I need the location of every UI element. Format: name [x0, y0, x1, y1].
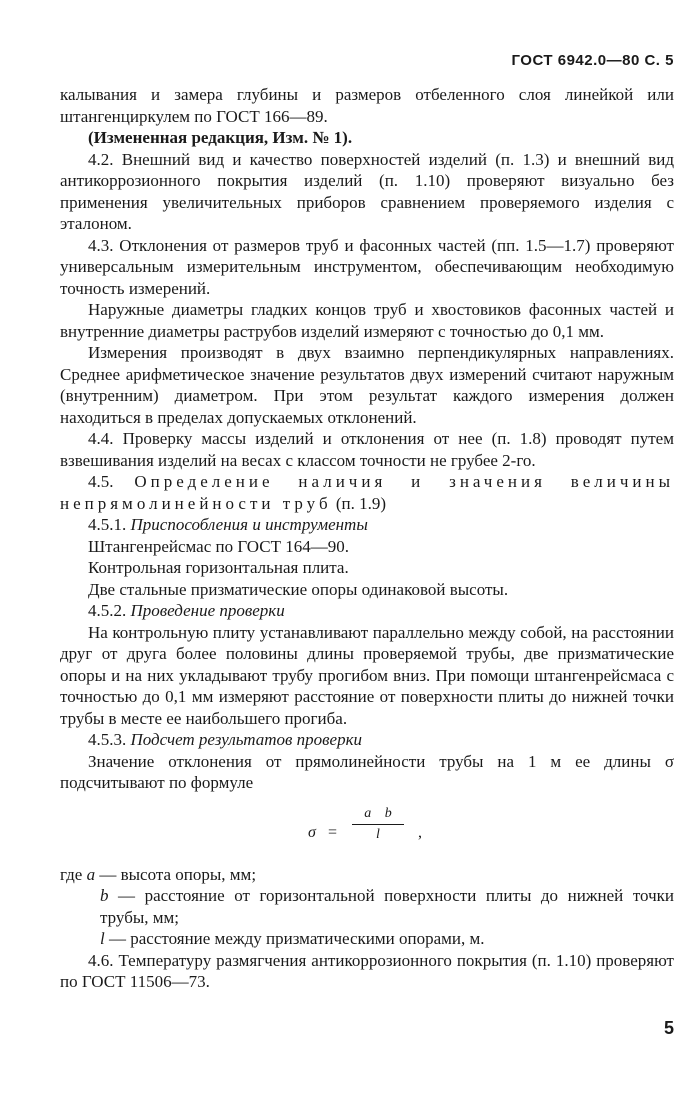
section-4-3-diameters: Наружные диаметры гладких концов труб и хвостовиков фасонных частей и внутренние диаметры раструбов изделий измеряют с точностью до 0,1 мм.	[60, 300, 674, 341]
section-4-5-3	[60, 729, 674, 751]
variable-legend	[60, 864, 674, 950]
legend-b	[60, 885, 674, 928]
legend-l-text: — расстояние между призматическими опорами, м.	[108, 929, 485, 948]
fraction-bar	[352, 824, 404, 825]
section-4-5-1	[60, 514, 674, 536]
page-header: ГОСТ 6942.0—80 С. 5	[511, 52, 674, 69]
section-4-5-3-text: Значение отклонения от прямолинейности трубы на 1 м ее длины σ подсчитывают по формуле	[60, 751, 674, 792]
section-4-6: 4.6. Температуру размягчения антикоррозионного покрытия (п. 1.10) проверяют по ГОСТ 11506—73.	[60, 950, 674, 991]
paragraph-continuation: калывания и замера глубины и размеров отбеленного слоя линейкой или штангенциркулем по ГОСТ 166—89.	[60, 85, 674, 126]
section-4-5-ref: (п. 1.9)	[335, 493, 387, 513]
tool-item: Контрольная горизонтальная плита.	[88, 558, 349, 577]
amendment-note: (Измененная редакция, Изм. № 1).	[88, 128, 353, 147]
section-4-5-title: Определение наличия и значения величины непрямолинейности труб	[60, 472, 675, 513]
legend-a	[60, 864, 674, 886]
tool-item: Штангенрейсмас по ГОСТ 164—90.	[88, 536, 349, 556]
section-4-3: 4.3. Отклонения от размеров труб и фасонных частей (пп. 1.5—1.7) проверяют универсальным измерительным инструментом, обеспечивающим необходимую точность измерений.	[60, 235, 674, 298]
formula-denominator: l	[376, 826, 380, 842]
section-4-2: 4.2. Внешний вид и качество поверхностей изделий (п. 1.3) и внешний вид антикоррозионного покрытия изделий (п. 1.10) проверяют визуально без применения увеличительных приборов сравнением проверяемого изделия с эталоном.	[60, 149, 674, 233]
section-4-5-2	[60, 600, 674, 622]
section-4-5-1-number: 4.5.1.	[88, 515, 127, 534]
formula-lhs: σ	[308, 823, 316, 841]
section-4-5	[60, 471, 674, 514]
section-4-5-3-title: Подсчет результатов проверки	[130, 730, 363, 749]
formula-num-a: a	[364, 805, 372, 821]
page-number: 5	[663, 1018, 674, 1038]
document-body	[60, 84, 674, 993]
legend-where: где	[60, 864, 83, 884]
legend-l-var: l	[100, 929, 105, 948]
section-4-5-number: 4.5.	[88, 472, 114, 491]
legend-a-var: a	[86, 864, 96, 884]
formula-numerator	[352, 806, 404, 822]
section-4-5-2-number: 4.5.2.	[88, 601, 127, 620]
document-page	[60, 0, 674, 1096]
section-4-5-1-title: Приспособления и инструменты	[130, 515, 368, 534]
section-4-5-2-text: На контрольную плиту устанавливают параллельно между собой, на расстоянии друг от друга более половины длины проверяемой трубы, две призматические опоры и на них укладывают трубу прогибом вниз. При помощи штангенрейсмаса с точностью до 0,1 мм измеряют расстояние от поверхности плиты до нижней точки трубы в месте ее наибольшего прогиба.	[60, 622, 674, 728]
legend-b-var: b	[100, 886, 109, 905]
formula-comma: ,	[418, 823, 422, 841]
section-4-5-3-number: 4.5.3.	[88, 730, 127, 749]
formula-fraction	[352, 806, 404, 843]
formula-equals: =	[328, 823, 338, 841]
formula-block	[60, 794, 674, 864]
legend-b-text: — расстояние от горизонтальной поверхности плиты до нижней точки трубы, мм;	[100, 886, 674, 927]
tool-item: Две стальные призматические опоры одинаковой высоты.	[88, 579, 509, 599]
section-4-3-measurements: Измерения производят в двух взаимно перпендикулярных направлениях. Среднее арифметическое значение результатов двух измерений считают наружным (внутренним) диаметром. При этом результат каждого измерения должен находиться в пределах допускаемых отклонений.	[60, 343, 674, 427]
formula-num-b: b	[384, 805, 392, 821]
legend-l	[60, 928, 674, 950]
section-4-5-2-title: Проведение проверки	[130, 601, 285, 620]
legend-a-text: — высота опоры, мм;	[99, 864, 257, 884]
section-4-4: 4.4. Проверку массы изделий и отклонения от нее (п. 1.8) проводят путем взвешивания изделий на весах с классом точности не грубее 2-го.	[60, 429, 674, 470]
